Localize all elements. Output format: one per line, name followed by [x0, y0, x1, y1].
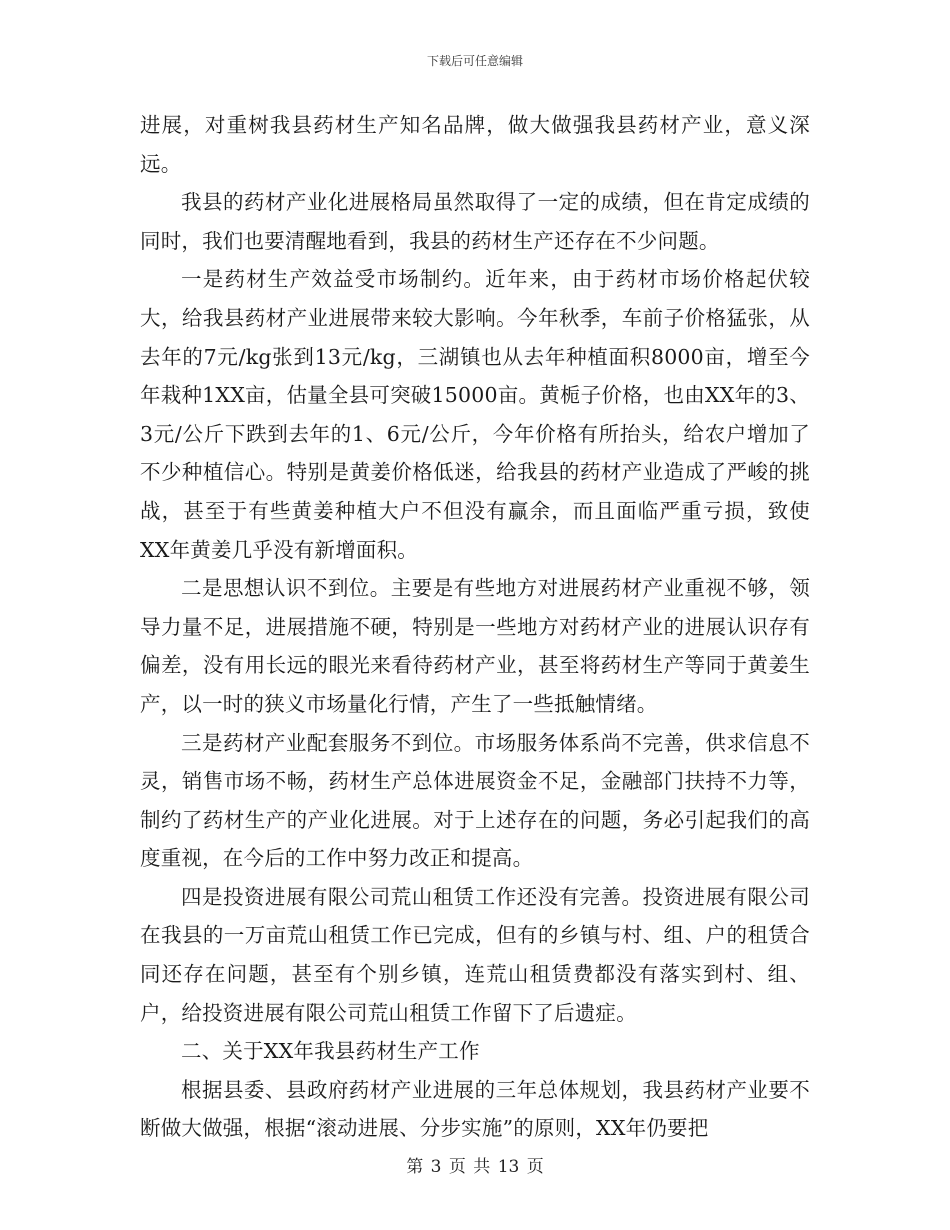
paragraph-issue-one: 一是药材生产效益受市场制约。近年来，由于药材市场价格起伏较大，给我县药材产业进展带来较大影响。今年秋季，车前子价格猛张，从去年的7元/kg张到13元/kg，三湖镇也从去年种植面积8000亩，增至今年栽种1XX亩，估量全县可突破15000亩。黄栀子价格，也由XX年的3、3元/公斤下跌到去年的1、6元/公斤，今年价格有所抬头，给农户增加了不少种植信心。特别是黄姜价格低迷，给我县的药材产业造成了严峻的挑战，甚至于有些黄姜种植大户不但没有赢余，而且面临严重亏损，致使XX年黄姜几乎没有新增面积。	[140, 267, 810, 562]
paragraph-issue-two: 二是思想认识不到位。主要是有些地方对进展药材产业重视不够，领导力量不足，进展措施不硬，特别是一些地方对药材产业的进展认识存有偏差，没有用长远的眼光来看待药材产业，甚至将药材生产等同于黄姜生产，以一时的狭义市场量化行情，产生了一些抵触情绪。	[140, 576, 810, 716]
paragraph-issue-four: 四是投资进展有限公司荒山租赁工作还没有完善。投资进展有限公司在我县的一万亩荒山租赁工作已完成，但有的乡镇与村、组、户的租赁合同还存在问题，甚至有个别乡镇，连荒山租赁费都没有落实到村、组、户，给投资进展有限公司荒山租赁工作留下了后遗症。	[140, 884, 810, 1025]
paragraph-continuation: 进展，对重树我县药材生产知名品牌，做大做强我县药材产业，意义深远。	[140, 113, 810, 176]
paragraph-plan: 根据县委、县政府药材产业进展的三年总体规划，我县药材产业要不断做大做强，根据“滚动进展、分步实施”的原则，XX年仍要把	[140, 1077, 810, 1141]
document-body	[140, 106, 810, 1148]
paragraph-issue-three: 三是药材产业配套服务不到位。市场服务体系尚不完善，供求信息不灵，销售市场不畅，药材生产总体进展资金不足，金融部门扶持不力等，制约了药材生产的产业化进展。对于上述存在的问题，务必引起我们的高度重视，在今后的工作中努力改正和提高。	[140, 730, 810, 871]
section-heading: 二、关于XX年我县药材生产工作	[181, 1039, 480, 1064]
paragraph-summary: 我县的药材产业化进展格局虽然取得了一定的成绩，但在肯定成绩的同时，我们也要清醒地看到，我县的药材生产还存在不少问题。	[140, 190, 810, 253]
page-number-footer: 第 3 页 共 13 页	[406, 1157, 544, 1177]
page-header-note: 下载后可任意编辑	[426, 54, 523, 68]
